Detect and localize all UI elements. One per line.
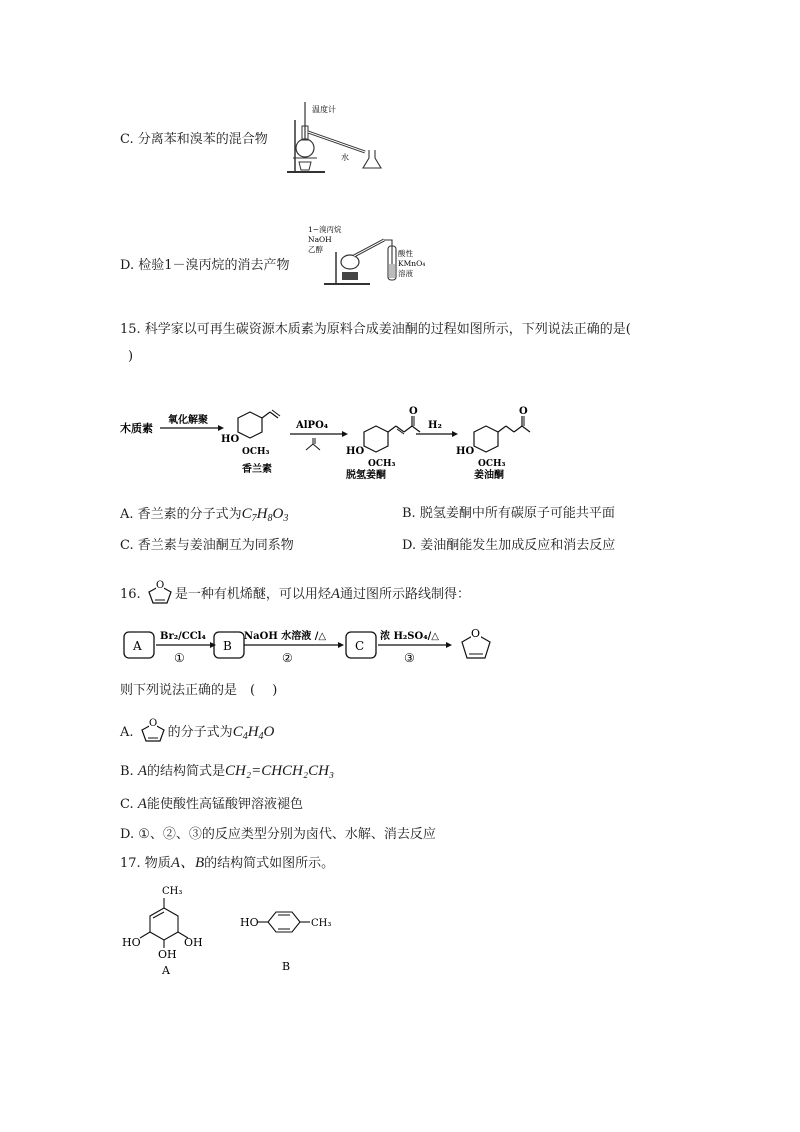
q16-stem <box>120 578 470 604</box>
vanillin-structure <box>221 410 280 475</box>
structure-b-label: B <box>282 960 291 973</box>
start-material-label: 木质素 <box>120 422 153 435</box>
dehydrozingerone-o: O <box>409 406 418 417</box>
structure-b <box>238 900 338 980</box>
q15-option-c: C. 香兰素与姜油酮互为同系物 <box>120 538 294 553</box>
zingerone-structure <box>456 406 530 481</box>
q16-option-b-a: A <box>137 763 147 779</box>
step3-reagent: 浓 H₂SO₄/△ <box>380 631 439 642</box>
dehydrozingerone-name: 脱氢姜酮 <box>346 470 386 481</box>
vanillin-name: 香兰素 <box>242 464 272 475</box>
zingerone-och3: OCH₃ <box>478 459 506 469</box>
thermometer-label: 温度计 <box>312 105 336 114</box>
acetone-under-arrow <box>306 438 320 450</box>
formula-h: H <box>256 506 268 522</box>
dehydrozingerone-och3: OCH₃ <box>368 459 396 469</box>
elimination-test-apparatus-figure <box>306 222 430 286</box>
zingerone-name: 姜油酮 <box>474 470 504 481</box>
structure-a-oh-mid: OH <box>158 948 177 961</box>
vanillin-ho: HO <box>221 434 240 445</box>
q17-stem <box>120 854 334 873</box>
structure-a-label: A <box>162 964 170 977</box>
q16-option-a-letter: A. <box>120 725 134 740</box>
formula-o-count: 3 <box>283 513 289 524</box>
reagent-label-2: NaOH <box>308 235 332 244</box>
structure-b-ho: HO <box>240 916 259 929</box>
q16-option-c-text: 能使酸性高锰酸钾溶液褪色 <box>146 797 303 812</box>
q16-synthesis-route <box>118 620 518 668</box>
dihydrofuran-icon <box>138 716 168 742</box>
q16-stem-suffix: 通过图所示路线制得： <box>340 587 471 602</box>
formula-c-count: 7 <box>251 513 257 524</box>
formula-h: H <box>247 724 259 740</box>
structure-a-oh-left: HO <box>122 936 141 949</box>
vanillin-formula <box>242 506 289 522</box>
q16-stem-mid: 是一种有机烯醚，可以用烃 <box>174 587 331 602</box>
formula-h-count: 8 <box>267 513 273 524</box>
structure-a-ch3: CH₃ <box>162 886 183 897</box>
product-o: O <box>471 627 481 640</box>
step2-reagent: NaOH 水溶液 /△ <box>244 631 327 642</box>
dehydrozingerone-structure <box>346 406 420 481</box>
formula-c-count: 4 <box>242 731 248 742</box>
q14-option-d: D. 检验1－溴丙烷的消去产物 <box>120 258 290 273</box>
q16-option-c <box>120 795 303 814</box>
arrow1-label: 氧化解聚 <box>168 415 208 426</box>
q16-option-c-letter: C. <box>120 797 134 812</box>
zingerone-ho: HO <box>456 446 475 457</box>
dehydrozingerone-ho: HO <box>346 446 365 457</box>
dihydrofuran-formula <box>233 724 275 740</box>
vanillin-och3: OCH₃ <box>242 447 270 457</box>
q15-option-a-text: A. 香兰素的分子式为 <box>120 507 242 522</box>
reagent-label-3: 乙醇 <box>308 245 323 254</box>
q17-stem-suffix: 的结构简式如图所示。 <box>204 856 335 871</box>
q16-option-c-a: A <box>137 796 147 812</box>
q17-stem-prefix: 17. 物质 <box>120 856 171 871</box>
q15-option-b: B. 脱氢姜酮中所有碳原子可能共平面 <box>402 506 615 521</box>
structure-a-oh-right: OH <box>184 936 203 949</box>
formula-c: C <box>241 506 252 522</box>
q16-option-b-formula: CH₂=CHCH₂CH₃ <box>225 763 335 779</box>
water-label: 水 <box>341 153 349 162</box>
q16-question: 则下列说法正确的是 ( ) <box>120 683 278 698</box>
ring-o: O <box>155 580 165 591</box>
structure-b-ch3: CH₃ <box>311 918 332 929</box>
q15-stem-line-2: ) <box>128 349 134 364</box>
product-dihydrofuran <box>462 626 490 658</box>
structure-a <box>118 880 218 980</box>
right-label-3: 溶液 <box>398 269 413 278</box>
right-label-2: KMnO₄ <box>398 259 426 268</box>
route-box-b-label: B <box>223 639 232 653</box>
route-box-a-label: A <box>133 639 142 653</box>
arrow3-label: H₂ <box>428 420 442 431</box>
formula-o: O <box>263 724 275 740</box>
q15-stem-line-1: 15. 科学家以可再生碳资源木质素为原料合成姜油酮的过程如图所示，下列说法正确的是( <box>120 322 631 337</box>
q16-option-b <box>120 762 334 781</box>
zingerone-o: O <box>519 406 528 417</box>
right-label-1: 酸性 <box>398 249 413 258</box>
dihydrofuran-icon <box>145 578 175 604</box>
step3-number: ③ <box>404 651 415 665</box>
q15-option-a <box>120 505 288 528</box>
q14-option-c: C. 分离苯和溴苯的混合物 <box>120 132 268 147</box>
q16-option-b-text: 的结构简式是 <box>147 764 226 779</box>
step2-number: ② <box>282 651 293 665</box>
ring-o: O <box>148 718 157 729</box>
q16-number: 16. <box>120 587 141 602</box>
arrow2-label: AlPO₄ <box>296 420 329 431</box>
distillation-apparatus-figure <box>285 100 395 176</box>
q16-option-b-letter: B. <box>120 764 134 779</box>
formula-c: C <box>232 724 243 740</box>
step1-number: ① <box>174 651 185 665</box>
q15-option-d: D. 姜油酮能发生加成反应和消去反应 <box>402 538 616 553</box>
step1-reagent: Br₂/CCl₄ <box>160 631 206 642</box>
q17-stem-ab: A、B <box>170 855 205 871</box>
q16-option-a <box>120 716 274 746</box>
formula-o: O <box>272 506 284 522</box>
q15-reaction-scheme <box>118 404 538 484</box>
route-box-c-label: C <box>355 639 365 653</box>
q16-stem-a: A <box>330 586 341 602</box>
q16-option-d: D. ①、②、③的反应类型分别为卤代、水解、消去反应 <box>120 827 436 842</box>
q16-option-a-text: 的分子式为 <box>167 725 233 740</box>
reagent-label-1: 1−溴丙烷 <box>308 225 342 234</box>
formula-h-count: 4 <box>258 731 264 742</box>
